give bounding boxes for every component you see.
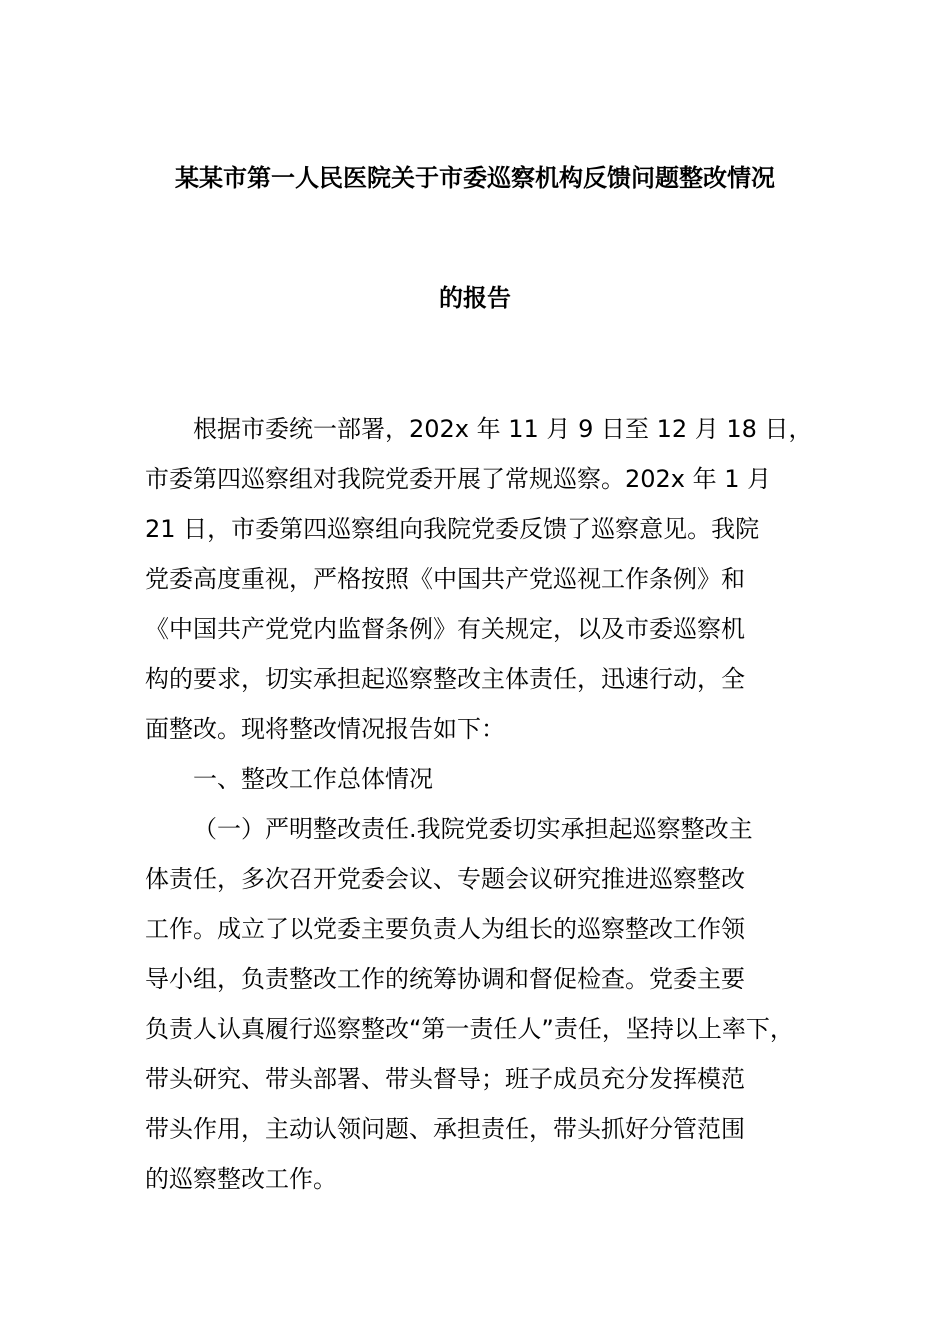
paragraph-1-line: 构的要求，切实承担起巡察整改主体责任，迅速行动，全 — [145, 665, 745, 693]
paragraph-2-line: 导小组，负责整改工作的统筹协调和督促检查。党委主要 — [145, 965, 745, 993]
paragraph-1-line: 市委第四巡察组对我院党委开展了常规巡察。202x 年 1 月 — [145, 465, 772, 493]
paragraph-1-line: 《中国共产党党内监督条例》有关规定，以及市委巡察机 — [145, 615, 745, 643]
paragraph-1-line: 21 日，市委第四巡察组向我院党委反馈了巡察意见。我院 — [145, 515, 760, 543]
document-title-line-1: 某某市第一人民医院关于市委巡察机构反馈问题整改情况 — [175, 164, 775, 192]
paragraph-2-line: （一）严明整改责任.我院党委切实承担起巡察整改主 — [193, 815, 753, 843]
document-body — [145, 404, 830, 1204]
document-title-line-2: 的报告 — [439, 284, 511, 312]
section-heading: 一、整改工作总体情况 — [193, 765, 433, 793]
paragraph-2-line: 负责人认真履行巡察整改“第一责任人”责任，坚持以上率下， — [145, 1015, 794, 1043]
paragraph-2-line: 体责任，多次召开党委会议、专题会议研究推进巡察整改 — [145, 865, 745, 893]
paragraph-1-line: 根据市委统一部署，202x 年 11 月 9 日至 12 月 18 日， — [193, 415, 813, 443]
paragraph-1-line: 面整改。现将整改情况报告如下： — [145, 715, 505, 743]
paragraph-2-line: 工作。成立了以党委主要负责人为组长的巡察整改工作领 — [145, 915, 745, 943]
paragraph-1-line: 党委高度重视，严格按照《中国共产党巡视工作条例》和 — [145, 565, 745, 593]
paragraph-2-line: 的巡察整改工作。 — [145, 1165, 337, 1193]
paragraph-2-line: 带头作用，主动认领问题、承担责任，带头抓好分管范围 — [145, 1115, 745, 1143]
paragraph-2-line: 带头研究、带头部署、带头督导；班子成员充分发挥模范 — [145, 1065, 745, 1093]
